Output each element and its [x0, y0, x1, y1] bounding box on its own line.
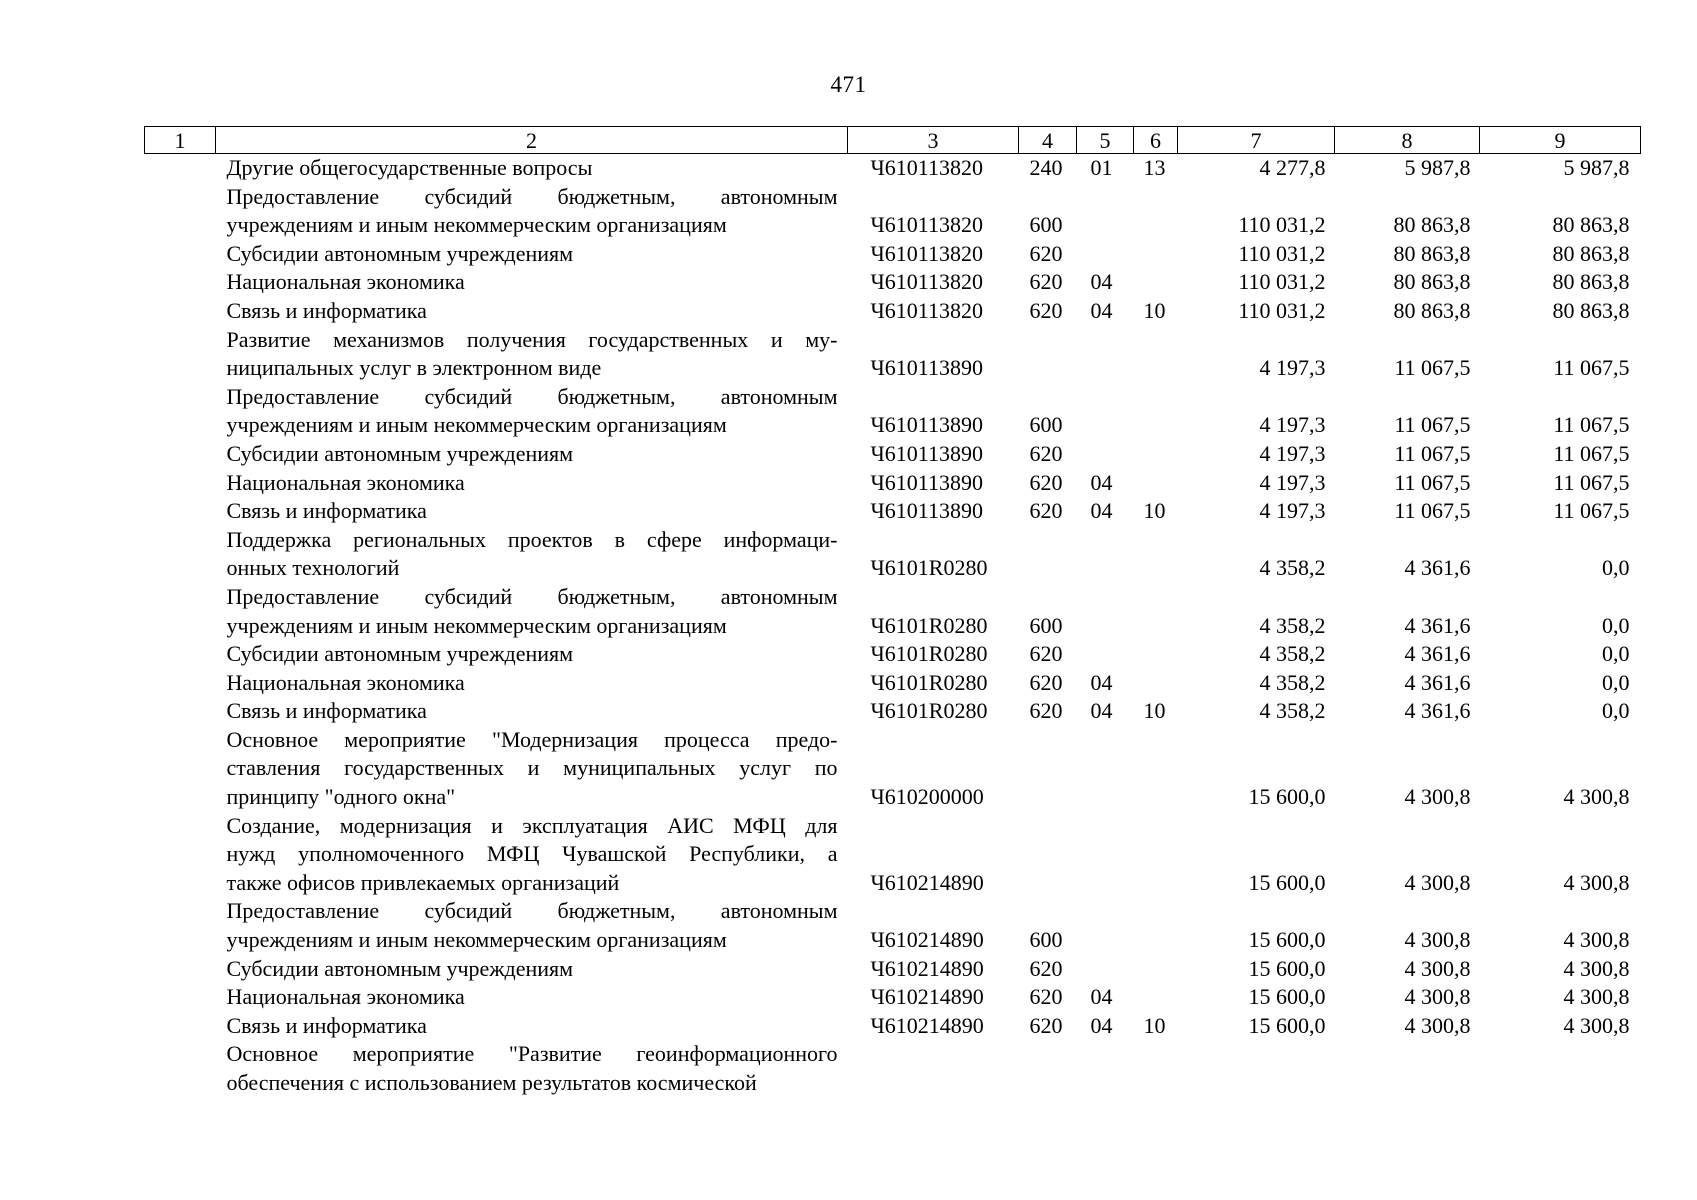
- row-value-9: 11 067,5: [1553, 469, 1630, 495]
- column-header-6: 6: [1134, 127, 1178, 154]
- row-value-8: 4 361,6: [1404, 555, 1471, 581]
- table-row: [145, 669, 1641, 698]
- row-col5: [1077, 726, 1134, 812]
- row-value-8: 4 361,6: [1404, 612, 1471, 638]
- row-col5: 04: [1090, 698, 1113, 724]
- column-header-8: 8: [1335, 127, 1480, 154]
- column-header-7: 7: [1178, 127, 1335, 154]
- row-value-8: 11 067,5: [1394, 412, 1471, 438]
- column-header-5: 5: [1077, 127, 1134, 154]
- row-value-7: 110 031,2: [1238, 240, 1326, 266]
- table-row: [145, 154, 1641, 183]
- row-value-7: 15 600,0: [1248, 784, 1326, 810]
- row-col4: 620: [1029, 955, 1063, 981]
- row-name: [216, 640, 848, 669]
- row-name-line: Национальная экономика: [226, 269, 465, 295]
- row-col6: [1134, 183, 1178, 240]
- table-row: [145, 440, 1641, 469]
- row-value-8: 80 863,8: [1393, 297, 1471, 323]
- row-index-cell: [145, 183, 216, 240]
- row-col6: [1134, 326, 1178, 383]
- row-code: Ч610113890: [870, 440, 983, 466]
- row-col5: 04: [1090, 1012, 1113, 1038]
- row-col5: [1077, 1040, 1134, 1097]
- row-index-cell: [145, 583, 216, 640]
- row-value-7: 4 358,2: [1259, 641, 1326, 667]
- row-index-cell: [145, 526, 216, 583]
- row-index-cell: [145, 297, 216, 326]
- row-col4: [1019, 526, 1077, 583]
- row-name: [216, 240, 848, 269]
- row-name-line: также офисов привлекаемых организаций: [226, 869, 620, 895]
- row-col5: 04: [1090, 669, 1113, 695]
- row-value-8: 4 361,6: [1404, 641, 1471, 667]
- row-name: [216, 383, 848, 440]
- row-col4: 620: [1029, 698, 1063, 724]
- row-code: Ч610113890: [870, 498, 983, 524]
- row-value-8: 4 300,8: [1404, 955, 1471, 981]
- row-col6: [1134, 897, 1178, 954]
- table-body: [145, 154, 1641, 1098]
- row-value-8: 4 361,6: [1404, 698, 1471, 724]
- row-value-7: 110 031,2: [1238, 269, 1326, 295]
- row-value-9: 4 300,8: [1563, 784, 1630, 810]
- row-code: Ч610113820: [870, 155, 983, 180]
- row-value-8: 11 067,5: [1394, 440, 1471, 466]
- column-header-3: 3: [848, 127, 1019, 154]
- row-col5: 01: [1090, 155, 1113, 180]
- row-value-9: 80 863,8: [1552, 269, 1630, 295]
- row-value-7: 110 031,2: [1238, 212, 1326, 238]
- row-name-line: принципу "одного окна": [226, 784, 456, 810]
- row-col4: [1019, 1040, 1077, 1097]
- budget-table: [144, 126, 1641, 1098]
- row-code: Ч610113890: [870, 469, 983, 495]
- row-index-cell: [145, 1040, 216, 1097]
- row-code: Ч6101R0280: [870, 612, 988, 638]
- row-name-line: Связь и информатика: [226, 498, 427, 524]
- row-name: [216, 526, 848, 583]
- row-value-7: 4 197,3: [1259, 440, 1326, 466]
- row-name: [216, 726, 848, 812]
- row-name-line: Основное мероприятие "Модернизация процесса предо-: [226, 726, 838, 752]
- row-col4: 600: [1029, 612, 1063, 638]
- row-value-9: 4 300,8: [1563, 1012, 1630, 1038]
- row-value-8: 80 863,8: [1393, 240, 1471, 266]
- row-value-8: 4 300,8: [1404, 784, 1471, 810]
- row-value-9: 11 067,5: [1553, 440, 1630, 466]
- row-name-line: Субсидии автономным учреждениям: [226, 240, 574, 266]
- row-code: Ч6101R0280: [870, 641, 988, 667]
- row-col4: 620: [1029, 297, 1063, 323]
- table-row: [145, 726, 1641, 812]
- table-row: [145, 1012, 1641, 1041]
- table-row: [145, 383, 1641, 440]
- row-index-cell: [145, 726, 216, 812]
- row-value-8: 4 300,8: [1404, 869, 1471, 895]
- row-value-8: 4 300,8: [1404, 984, 1471, 1010]
- row-col5: 04: [1090, 469, 1113, 495]
- row-col4: 620: [1029, 641, 1063, 667]
- row-index-cell: [145, 383, 216, 440]
- table-row: [145, 897, 1641, 954]
- row-name: [216, 983, 848, 1012]
- row-index-cell: [145, 812, 216, 898]
- table-row: [145, 469, 1641, 498]
- table-row: [145, 497, 1641, 526]
- row-name-line: Развитие механизмов получения государственных и му-: [226, 326, 838, 352]
- row-value-7: 15 600,0: [1248, 869, 1326, 895]
- header-row: [145, 127, 1641, 154]
- row-col4: 620: [1029, 269, 1063, 295]
- row-name-line: нужд уполномоченного МФЦ Чувашской Республики, а: [226, 841, 838, 867]
- row-name-line: Связь и информатика: [226, 297, 427, 323]
- row-name-line: ниципальных услуг в электронном виде: [226, 355, 602, 381]
- row-name: [216, 497, 848, 526]
- row-col4: 620: [1029, 240, 1063, 266]
- row-name: [216, 183, 848, 240]
- row-name-line: Субсидии автономным учреждениям: [226, 440, 574, 466]
- row-index-cell: [145, 1012, 216, 1041]
- row-code: Ч6101R0280: [870, 555, 988, 581]
- row-index-cell: [145, 469, 216, 498]
- row-value-7: 15 600,0: [1248, 955, 1326, 981]
- row-value-8: 5 987,8: [1404, 155, 1471, 180]
- row-col5: [1077, 897, 1134, 954]
- row-col5: [1077, 526, 1134, 583]
- row-col4: 620: [1029, 440, 1063, 466]
- row-index-cell: [145, 697, 216, 726]
- row-value-8: 80 863,8: [1393, 269, 1471, 295]
- row-col5: [1077, 326, 1134, 383]
- table-row: [145, 697, 1641, 726]
- row-name-line: учреждениям и иным некоммерческим организациям: [226, 212, 727, 238]
- row-index-cell: [145, 154, 216, 183]
- row-index-cell: [145, 669, 216, 698]
- row-code: Ч610200000: [870, 784, 984, 810]
- row-name-line: Субсидии автономным учреждениям: [226, 641, 574, 667]
- row-value-9: 0,0: [1602, 612, 1630, 638]
- row-value-9: 4 300,8: [1563, 869, 1630, 895]
- row-value-8: 4 300,8: [1404, 1012, 1471, 1038]
- row-col6: [1134, 240, 1178, 269]
- row-col5: [1077, 583, 1134, 640]
- row-col5: 04: [1090, 297, 1113, 323]
- row-name-line: Другие общегосударственные вопросы: [226, 155, 593, 180]
- row-code: Ч610113820: [870, 297, 983, 323]
- row-name-line: обеспечения с использованием результатов космической: [226, 1070, 757, 1095]
- row-value-9: 4 300,8: [1563, 927, 1630, 953]
- table-header: [145, 127, 1641, 154]
- row-code: Ч610113820: [870, 269, 983, 295]
- row-col4: 600: [1029, 927, 1063, 953]
- row-index-cell: [145, 983, 216, 1012]
- table-row: [145, 640, 1641, 669]
- row-value-8: 80 863,8: [1393, 212, 1471, 238]
- row-name-line: ставления государственных и муниципальных услуг по: [226, 755, 838, 781]
- table-row: [145, 268, 1641, 297]
- row-name-line: Поддержка региональных проектов в сфере информаци-: [226, 526, 838, 552]
- table-row: [145, 1040, 1641, 1097]
- row-name: [216, 897, 848, 954]
- row-col6: [1134, 440, 1178, 469]
- row-col5: [1077, 955, 1134, 984]
- row-col5: 04: [1090, 269, 1113, 295]
- column-header-1: 1: [145, 127, 216, 154]
- row-code: Ч610214890: [870, 955, 984, 981]
- row-col6: [1134, 669, 1178, 698]
- row-name-line: Создание, модернизация и эксплуатация АИС МФЦ для: [226, 812, 838, 838]
- row-col4: [1019, 726, 1077, 812]
- row-value-8: 4 361,6: [1404, 669, 1471, 695]
- row-col4: 620: [1029, 669, 1063, 695]
- row-col4: 620: [1029, 469, 1063, 495]
- row-name-line: онных технологий: [226, 555, 400, 581]
- row-name-line: Национальная экономика: [226, 469, 465, 495]
- row-value-9: 80 863,8: [1552, 297, 1630, 323]
- row-code: Ч610113820: [870, 212, 983, 238]
- row-col5: 04: [1090, 498, 1113, 524]
- row-value-8: [1335, 1040, 1480, 1097]
- row-value-7: 4 197,3: [1259, 412, 1326, 438]
- row-col6: [1134, 640, 1178, 669]
- row-code: Ч610113890: [870, 355, 983, 381]
- row-name: [216, 297, 848, 326]
- row-name-line: Национальная экономика: [226, 984, 465, 1010]
- row-value-7: 4 358,2: [1259, 612, 1326, 638]
- row-col4: 620: [1029, 498, 1063, 524]
- table-row: [145, 526, 1641, 583]
- row-name-line: учреждениям и иным некоммерческим организациям: [226, 927, 727, 953]
- row-code: Ч610214890: [870, 1012, 984, 1038]
- row-col6: [1134, 583, 1178, 640]
- row-name-line: Связь и информатика: [226, 698, 427, 724]
- row-value-9: 0,0: [1602, 641, 1630, 667]
- row-name-line: Предоставление субсидий бюджетным, автономным: [226, 383, 838, 409]
- row-value-9: 4 300,8: [1563, 955, 1630, 981]
- row-value-7: 4 358,2: [1259, 669, 1326, 695]
- row-code: Ч610113820: [870, 240, 983, 266]
- row-value-9: 80 863,8: [1552, 240, 1630, 266]
- row-value-7: 4 277,8: [1259, 155, 1326, 180]
- row-name-line: Предоставление субсидий бюджетным, автономным: [226, 898, 838, 924]
- row-col5: [1077, 812, 1134, 898]
- row-value-8: 11 067,5: [1394, 355, 1471, 381]
- row-col6: [1134, 469, 1178, 498]
- row-value-9: 11 067,5: [1553, 412, 1630, 438]
- row-value-8: 11 067,5: [1394, 469, 1471, 495]
- row-name-line: учреждениям и иным некоммерческим организациям: [226, 612, 727, 638]
- row-col6: 10: [1143, 698, 1166, 724]
- row-name: [216, 1012, 848, 1041]
- row-col6: [1134, 383, 1178, 440]
- row-col4: 600: [1029, 412, 1063, 438]
- row-value-9: 4 300,8: [1563, 984, 1630, 1010]
- row-name: [216, 440, 848, 469]
- row-value-7: 15 600,0: [1248, 984, 1326, 1010]
- table-row: [145, 983, 1641, 1012]
- row-col4: 620: [1029, 1012, 1063, 1038]
- row-name: [216, 669, 848, 698]
- table-row: [145, 812, 1641, 898]
- row-col6: 10: [1143, 498, 1166, 524]
- row-name: [216, 955, 848, 984]
- row-value-9: 11 067,5: [1553, 498, 1630, 524]
- row-value-8: 11 067,5: [1394, 498, 1471, 524]
- row-name-line: Основное мероприятие "Развитие геоинформационного: [226, 1041, 838, 1067]
- row-code: Ч610214890: [870, 927, 984, 953]
- row-name-line: Предоставление субсидий бюджетным, автономным: [226, 183, 838, 209]
- row-index-cell: [145, 897, 216, 954]
- row-name-line: учреждениям и иным некоммерческим организациям: [226, 412, 727, 438]
- table-row: [145, 183, 1641, 240]
- row-value-8: 4 300,8: [1404, 927, 1471, 953]
- row-col4: [1019, 812, 1077, 898]
- row-code: Ч6101R0280: [870, 669, 988, 695]
- row-value-7: 15 600,0: [1248, 927, 1326, 953]
- row-value-9: 0,0: [1602, 698, 1630, 724]
- row-code: Ч610113890: [870, 412, 983, 438]
- row-col5: [1077, 440, 1134, 469]
- row-col6: [1134, 268, 1178, 297]
- row-value-9: 11 067,5: [1553, 355, 1630, 381]
- row-value-9: 80 863,8: [1552, 212, 1630, 238]
- row-value-7: 4 358,2: [1259, 698, 1326, 724]
- row-col6: 13: [1143, 155, 1166, 180]
- row-name: [216, 812, 848, 898]
- row-code: Ч6101R0280: [870, 698, 988, 724]
- row-name-line: Национальная экономика: [226, 669, 465, 695]
- row-value-9: 0,0: [1602, 555, 1630, 581]
- row-col4: [1019, 326, 1077, 383]
- row-code: Ч610214890: [870, 984, 984, 1010]
- table-row: [145, 955, 1641, 984]
- row-name: [216, 154, 848, 183]
- row-name: [216, 697, 848, 726]
- page-number: 471: [830, 72, 867, 97]
- column-header-9: 9: [1480, 127, 1641, 154]
- table-row: [145, 240, 1641, 269]
- row-value-7: 15 600,0: [1248, 1012, 1326, 1038]
- column-header-2: 2: [216, 127, 848, 154]
- row-code: [848, 1040, 1019, 1097]
- row-index-cell: [145, 326, 216, 383]
- row-col4: 240: [1029, 155, 1063, 180]
- row-value-7: 4 197,3: [1259, 469, 1326, 495]
- row-value-7: [1178, 1040, 1335, 1097]
- row-index-cell: [145, 268, 216, 297]
- row-col4: 620: [1029, 984, 1063, 1010]
- row-index-cell: [145, 440, 216, 469]
- row-col4: 600: [1029, 212, 1063, 238]
- row-value-7: 4 358,2: [1259, 555, 1326, 581]
- row-col5: [1077, 240, 1134, 269]
- table-row: [145, 326, 1641, 383]
- row-index-cell: [145, 955, 216, 984]
- row-name: [216, 326, 848, 383]
- row-col6: [1134, 526, 1178, 583]
- row-col6: [1134, 983, 1178, 1012]
- row-col5: [1077, 383, 1134, 440]
- row-col6: [1134, 1040, 1178, 1097]
- column-header-4: 4: [1019, 127, 1077, 154]
- row-code: Ч610214890: [870, 869, 984, 895]
- row-col6: [1134, 955, 1178, 984]
- row-name: [216, 1040, 848, 1097]
- row-index-cell: [145, 497, 216, 526]
- row-value-9: [1480, 1040, 1641, 1097]
- row-value-9: 0,0: [1602, 669, 1630, 695]
- row-name-line: Предоставление субсидий бюджетным, автономным: [226, 583, 838, 609]
- row-col5: [1077, 183, 1134, 240]
- row-name: [216, 268, 848, 297]
- row-col6: [1134, 726, 1178, 812]
- table-row: [145, 297, 1641, 326]
- row-index-cell: [145, 640, 216, 669]
- row-value-7: 110 031,2: [1238, 297, 1326, 323]
- row-name-line: Связь и информатика: [226, 1012, 427, 1038]
- row-index-cell: [145, 240, 216, 269]
- row-col5: [1077, 640, 1134, 669]
- row-value-7: 4 197,3: [1259, 498, 1326, 524]
- table-row: [145, 583, 1641, 640]
- row-name: [216, 583, 848, 640]
- row-col6: [1134, 812, 1178, 898]
- row-col5: 04: [1090, 984, 1113, 1010]
- row-value-9: 5 987,8: [1563, 155, 1630, 180]
- row-col6: 10: [1143, 1012, 1166, 1038]
- row-name: [216, 469, 848, 498]
- row-name-line: Субсидии автономным учреждениям: [226, 955, 574, 981]
- row-value-7: 4 197,3: [1259, 355, 1326, 381]
- row-col6: 10: [1143, 297, 1166, 323]
